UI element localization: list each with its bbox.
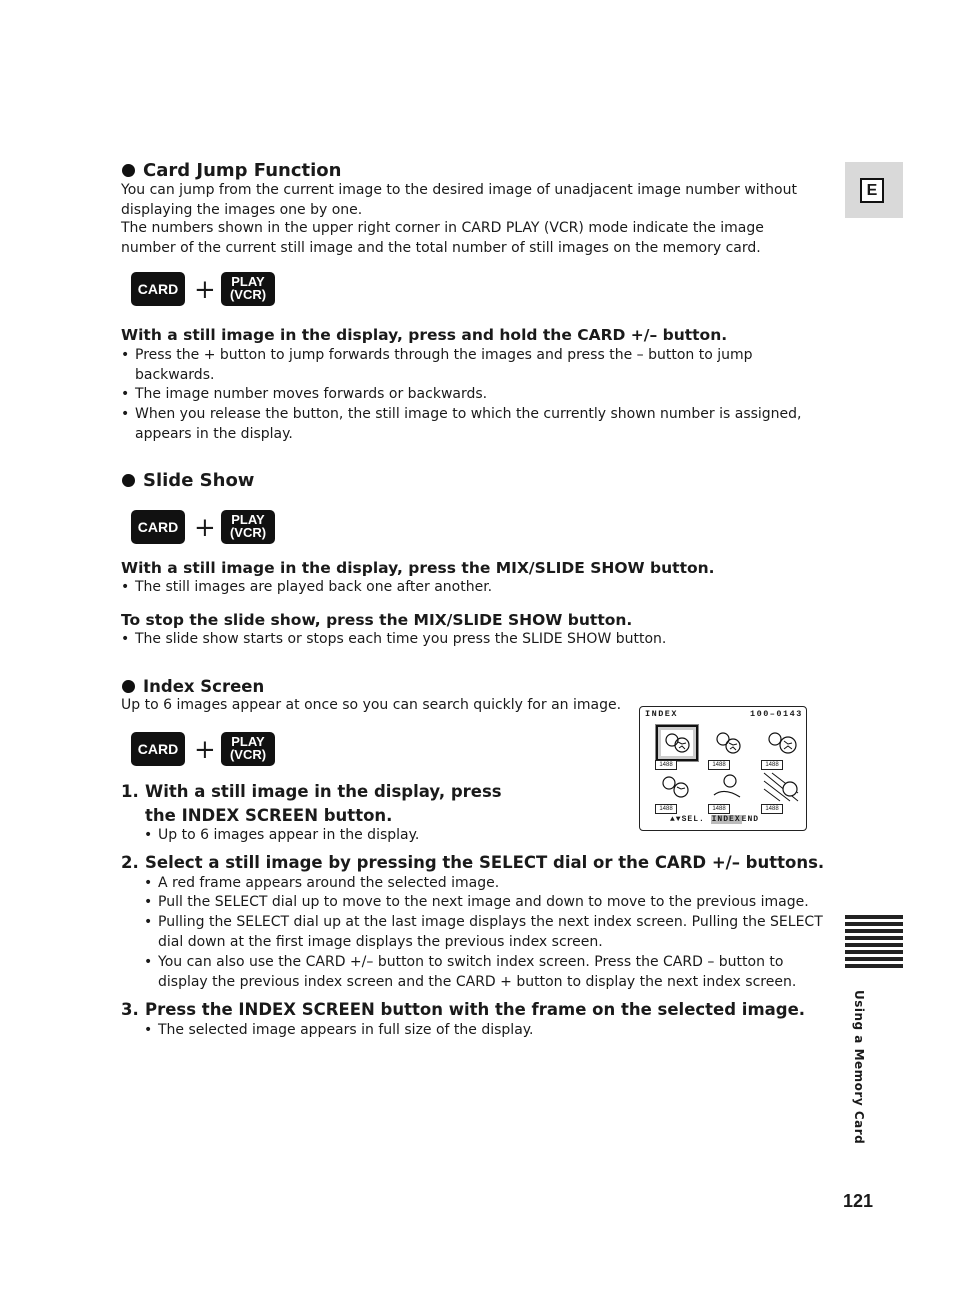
step-number: 1. bbox=[121, 782, 139, 801]
index-counter: 100–0143 bbox=[750, 709, 803, 719]
plus-icon: + bbox=[194, 513, 216, 543]
step-number: 2. bbox=[121, 853, 139, 872]
index-footer: ▲▼SEL. INDEXEND bbox=[670, 815, 760, 824]
stripe-decoration bbox=[845, 915, 903, 919]
bullet-circle-icon bbox=[122, 680, 135, 693]
index-screen-intro: Up to 6 images appear at once so you can search quickly for an image. bbox=[121, 697, 622, 713]
slide-show-stop-instruction: To stop the slide show, press the MIX/SLIDE SHOW button. bbox=[121, 611, 633, 629]
list-item: • The image number moves forwards or backwards. bbox=[121, 386, 488, 402]
page-number: 121 bbox=[843, 1191, 874, 1211]
plus-icon: + bbox=[194, 275, 216, 305]
list-item: • When you release the button, the still image to which the currently shown number is assigned, appears in the display. bbox=[121, 406, 802, 442]
bullet-circle-icon bbox=[122, 474, 135, 487]
stripe-decoration bbox=[845, 964, 903, 968]
card-jump-instruction: With a still image in the display, press and hold the CARD +/– button. bbox=[121, 326, 728, 344]
index-screen-heading: Index Screen bbox=[122, 677, 264, 696]
plus-icon: + bbox=[194, 735, 216, 765]
thumb-number: 1488 bbox=[708, 804, 730, 814]
slide-show-instruction: With a still image in the display, press the MIX/SLIDE SHOW button. bbox=[121, 559, 715, 577]
section-letter: E bbox=[860, 178, 884, 203]
stripe-decoration bbox=[845, 929, 903, 933]
list-item: • Up to 6 images appear in the display. bbox=[144, 827, 420, 843]
thumbnail bbox=[762, 771, 800, 803]
thumbnail bbox=[708, 727, 746, 759]
card-button-icon: CARD bbox=[131, 732, 185, 766]
thumb-number: 1488 bbox=[708, 760, 730, 770]
thumbnail-selected bbox=[656, 725, 698, 761]
list-item: • Press the + button to jump forwards through the images and press the – button to jump backwards. bbox=[121, 347, 753, 383]
card-button-icon: CARD bbox=[131, 510, 185, 544]
index-screen-illustration bbox=[639, 706, 807, 831]
step-3-text: Press the INDEX SCREEN button with the frame on the selected image. bbox=[145, 1000, 806, 1019]
card-jump-para1: You can jump from the current image to the desired image of unadjacent image number without displaying the images one by one. bbox=[121, 182, 797, 218]
stripe-decoration bbox=[845, 922, 903, 926]
step-number: 3. bbox=[121, 1000, 139, 1019]
list-item: • Pull the SELECT dial up to move to the next image and down to move to the previous image. bbox=[144, 894, 809, 910]
list-item: • You can also use the CARD +/– button to switch index screen. Press the CARD – button to display the previous index screen and the CARD + button to display the next index screen. bbox=[144, 954, 797, 990]
side-section-label: Using a Memory Card bbox=[852, 990, 866, 1145]
thumb-number: 1488 bbox=[655, 804, 677, 814]
stripe-decoration bbox=[845, 936, 903, 940]
stripe-decoration bbox=[845, 957, 903, 961]
list-item: • The selected image appears in full size of the display. bbox=[144, 1022, 534, 1038]
bullet-circle-icon bbox=[122, 164, 135, 177]
step-1-line1: With a still image in the display, press bbox=[145, 782, 502, 801]
card-button-icon: CARD bbox=[131, 272, 185, 306]
play-vcr-button-icon: PLAY (VCR) bbox=[221, 272, 275, 306]
index-title: INDEX bbox=[645, 709, 679, 719]
card-jump-para2: The numbers shown in the upper right corner in CARD PLAY (VCR) mode indicate the image number of the current still image and the total number of still images on the memory card. bbox=[121, 220, 764, 256]
list-item: • Pulling the SELECT dial up at the last image displays the next index screen. Pulling the SELECT dial down at the first image displays the previous index screen. bbox=[144, 914, 823, 950]
stripe-decoration bbox=[845, 950, 903, 954]
stripe-decoration bbox=[845, 943, 903, 947]
list-item: • The slide show starts or stops each time you press the SLIDE SHOW button. bbox=[121, 631, 667, 647]
thumbnail bbox=[762, 727, 800, 759]
thumb-number: 1488 bbox=[655, 760, 677, 770]
card-jump-heading: Card Jump Function bbox=[122, 160, 341, 181]
thumb-number: 1488 bbox=[761, 760, 783, 770]
thumbnail bbox=[656, 771, 694, 803]
list-item: • The still images are played back one after another. bbox=[121, 579, 493, 595]
play-vcr-button-icon: PLAY (VCR) bbox=[221, 510, 275, 544]
slide-show-heading: Slide Show bbox=[122, 470, 254, 491]
thumbnail bbox=[708, 771, 746, 803]
list-item: • A red frame appears around the selected image. bbox=[144, 875, 500, 891]
play-vcr-button-icon: PLAY (VCR) bbox=[221, 732, 275, 766]
step-1-line2: the INDEX SCREEN button. bbox=[145, 806, 393, 825]
thumb-number: 1488 bbox=[761, 804, 783, 814]
step-2-text: Select a still image by pressing the SELECT dial or the CARD +/– buttons. bbox=[145, 853, 825, 872]
